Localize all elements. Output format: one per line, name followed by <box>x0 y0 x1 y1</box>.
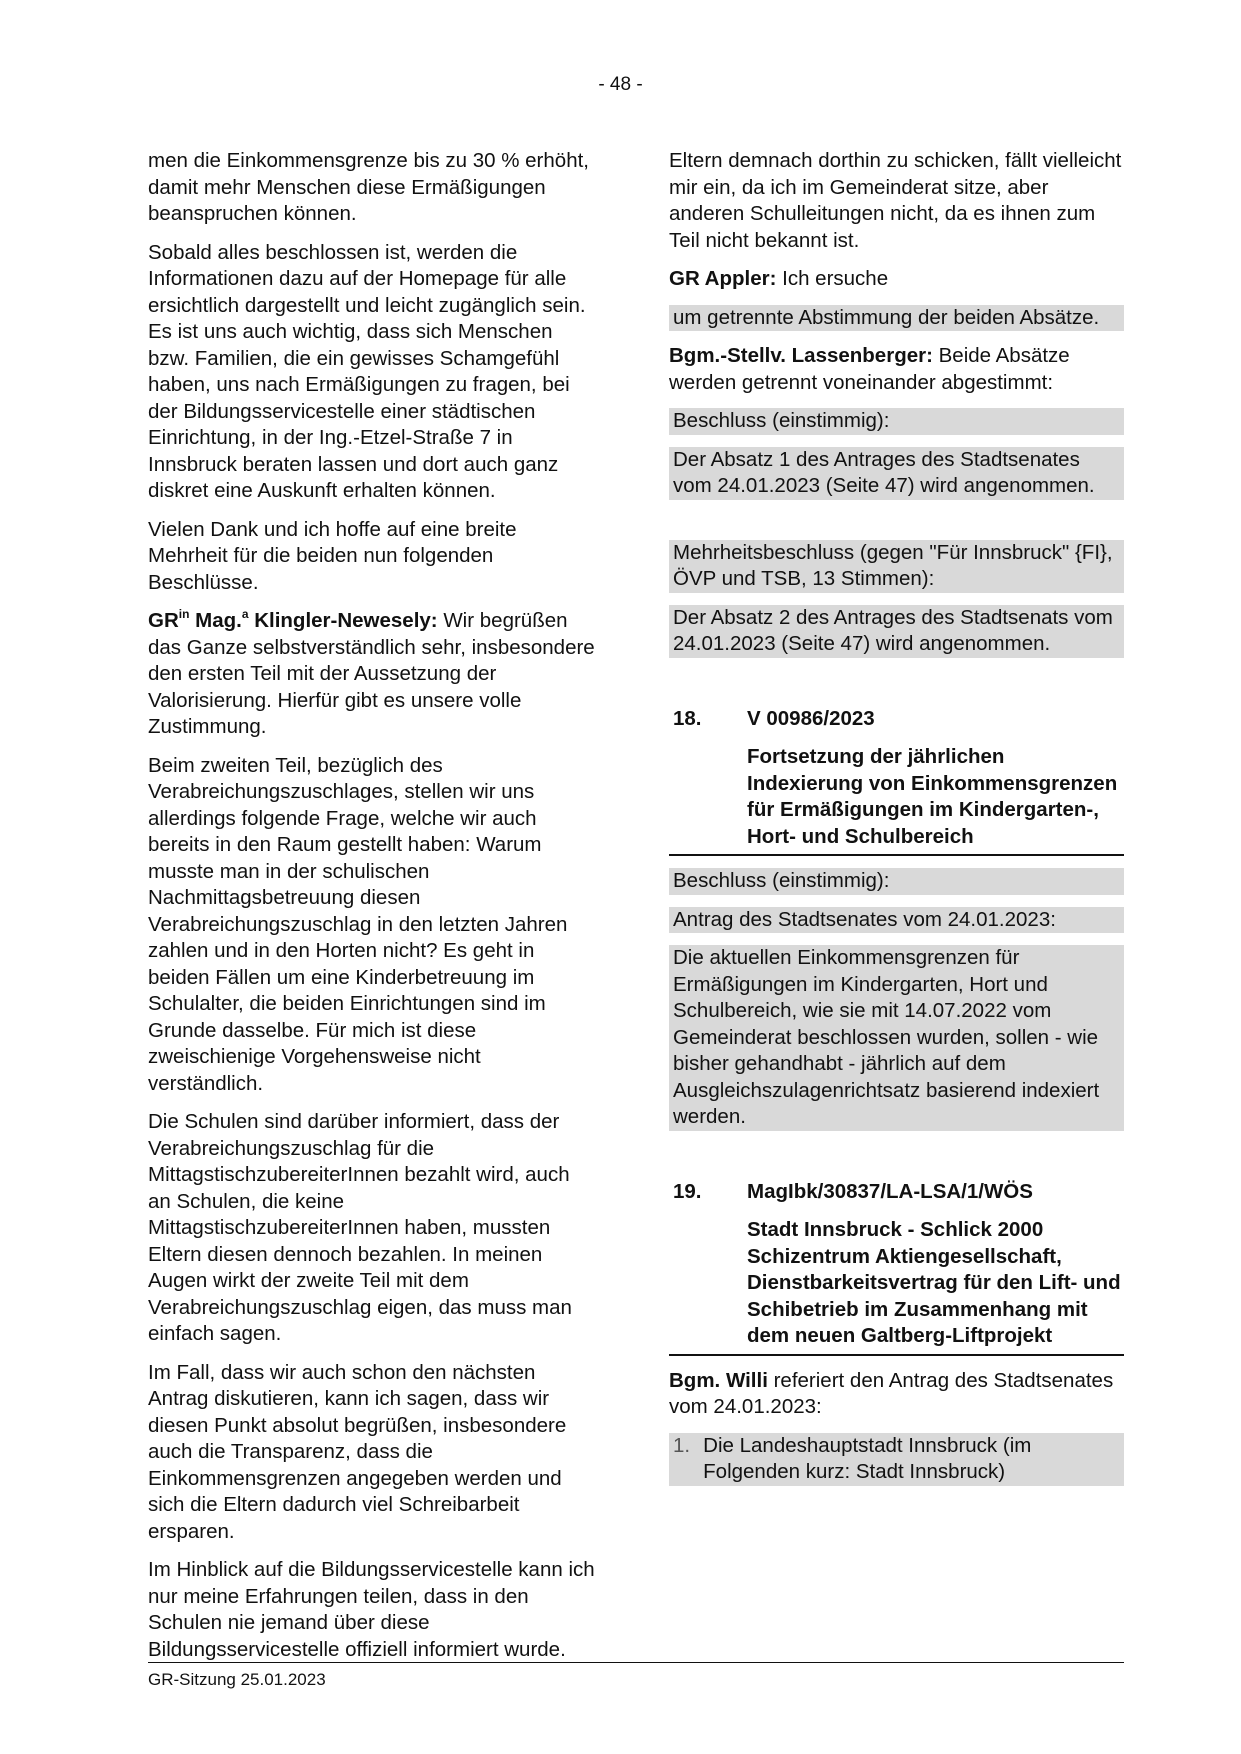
paragraph <box>669 266 1124 293</box>
list-text: Die Landeshauptstadt Innsbruck (im Folgenden kurz: Stadt Innsbruck) <box>703 1433 1032 1483</box>
speaker-name: $GR^{in}$ Mag.$^a$ Klingler-Newesely: <box>148 607 438 632</box>
speech-text: referiert den Antrag des Stadtsenates vom 24.01.2023: <box>669 1368 1114 1418</box>
resolution-text: Der Absatz 1 des Antrages des Stadtsenates vom 24.01.2023 (Seite 47) wird angenommen. <box>669 447 1124 500</box>
speech-text: Beide Absätze werden getrennt voneinander abgestimmt: <box>669 344 1070 394</box>
footer: GR-Sitzung 25.01.2023 <box>148 1670 326 1689</box>
page-number: - 48 - <box>598 74 643 95</box>
paragraph: Die Schulen sind darüber informiert, dass der Verabreichungszuschlag für die MittagstischzubereiterInnen bezahlt wird, auch an Schulen, die keine MittagstischzubereiterInnen haben, mussten Eltern diesen dennoch bezahlen. In meinen Augen wirkt der zweite Teil mit dem Verabreichungszuschlag eigen, das muss man einfach sagen. <box>148 1110 572 1345</box>
agenda-item-19 <box>669 1179 1124 1206</box>
divider <box>669 1354 1124 1356</box>
resolution-subheading: Antrag des Stadtsenates vom 24.01.2023: <box>669 907 1124 934</box>
paragraph <box>148 608 598 741</box>
footer-divider <box>148 1662 1124 1663</box>
list-item <box>669 1433 1124 1486</box>
paragraph: men die Einkommensgrenze bis zu 30 % erhöht, damit mehr Menschen diese Ermäßigungen beanspruchen können. <box>148 149 589 225</box>
resolution-heading: Beschluss (einstimmig): <box>669 408 1124 435</box>
item-title: Fortsetzung der jährlichen Indexierung von Einkommensgrenzen für Ermäßigungen im Kindergarten-, Hort- und Schulbereich <box>747 745 1118 848</box>
left-column <box>148 148 598 1675</box>
paragraph: Sobald alles beschlossen ist, werden die Informationen dazu auf der Homepage für alle ersichtlich dargestellt und leicht zugänglich sein. Es ist uns auch wichtig, dass sich Menschen bzw. Familien, die ein gewisses Schamgefühl haben, uns nach Ermäßigungen zu fragen, bei der Bildungsservicestelle einer städtischen Einrichtung, in der Ing.-Etzel-Straße 7 in Innsbruck beraten lassen und dort auch ganz diskret eine Auskunft erhalten können. <box>148 240 586 502</box>
paragraph: Beim zweiten Teil, bezüglich des Verabreichungszuschlages, stellen wir uns allerdings folgende Frage, welche wir auch bereits in den Raum gestellt haben: Warum musste man in der schulischen Nachmittagsbetreuung diesen Verabreichungszuschlag in den letzten Jahren zahlen und in den Horten nicht? Es geht in beiden Fällen um eine Kinderbetreuung im Schulalter, die beiden Einrichtungen sind im Grunde dasselbe. Für mich ist diese zweischienige Vorgehensweise nicht verständlich. <box>148 753 568 1095</box>
paragraph <box>669 1368 1124 1421</box>
item-number: 19. <box>673 1179 702 1203</box>
list-number: 1. <box>673 1433 691 1457</box>
motion-text: um getrennte Abstimmung der beiden Absätze. <box>669 305 1124 332</box>
resolution-heading: Mehrheitsbeschluss (gegen "Für Innsbruck" {FI}, ÖVP und TSB, 13 Stimmen): <box>669 540 1124 593</box>
paragraph: Eltern demnach dorthin zu schicken, fällt vielleicht mir ein, da ich im Gemeinderat sitze, aber anderen Schulleitungen nicht, da es ihnen zum Teil nicht bekannt ist. <box>669 149 1122 252</box>
item-title: Stadt Innsbruck - Schlick 2000 Schizentrum Aktiengesellschaft, Dienstbarkeitsvertrag für den Lift- und Schibetrieb im Zusammenhang mit dem neuen Galtberg-Liftprojekt <box>747 1218 1121 1347</box>
speaker-name: GR Appler: <box>669 267 777 290</box>
paragraph <box>669 343 1124 396</box>
resolution-heading: Beschluss (einstimmig): <box>669 868 1124 895</box>
speaker-name: Bgm. Willi <box>669 1368 768 1392</box>
item-reference: V 00986/2023 <box>747 706 875 730</box>
paragraph: Vielen Dank und ich hoffe auf eine breite Mehrheit für die beiden nun folgenden Beschlüsse. <box>148 517 517 594</box>
speech-text: Ich ersuche <box>776 267 889 290</box>
speaker-name: Bgm.-Stellv. Lassenberger: <box>669 344 933 367</box>
divider <box>669 854 1124 856</box>
speech-text: Wir begrüßen das Ganze selbstverständlich sehr, insbesondere den ersten Teil mit der Aussetzung der Valorisierung. Hierfür gibt es unsere volle Zustimmung. <box>148 609 595 738</box>
item-reference: MagIbk/30837/LA-LSA/1/WÖS <box>747 1179 1033 1203</box>
paragraph: Im Fall, dass wir auch schon den nächsten Antrag diskutieren, kann ich sagen, dass wir diesen Punkt absolut begrüßen, insbesondere auch die Transparenz, dass die Einkommensgrenzen angegeben werden und sich die Eltern dadurch viel Schreibarbeit ersparen. <box>148 1360 567 1543</box>
resolution-text: Die aktuellen Einkommensgrenzen für Ermäßigungen im Kindergarten, Hort und Schulbereich, wie sie mit 14.07.2022 vom Gemeinderat beschlossen wurden, sollen - wie bisher gehandhabt - jährlich auf dem Ausgleichszulagenrichtsatz basierend indexiert werden. <box>669 945 1124 1131</box>
agenda-item-18 <box>669 706 1124 733</box>
resolution-text: Der Absatz 2 des Antrages des Stadtsenats vom 24.01.2023 (Seite 47) wird angenommen. <box>669 605 1124 658</box>
right-column <box>669 148 1124 1486</box>
item-number: 18. <box>673 706 702 730</box>
paragraph: Im Hinblick auf die Bildungsservicestelle kann ich nur meine Erfahrungen teilen, dass in den Schulen nie jemand über diese Bildungsservicestelle offiziell informiert wurde. <box>148 1558 595 1661</box>
